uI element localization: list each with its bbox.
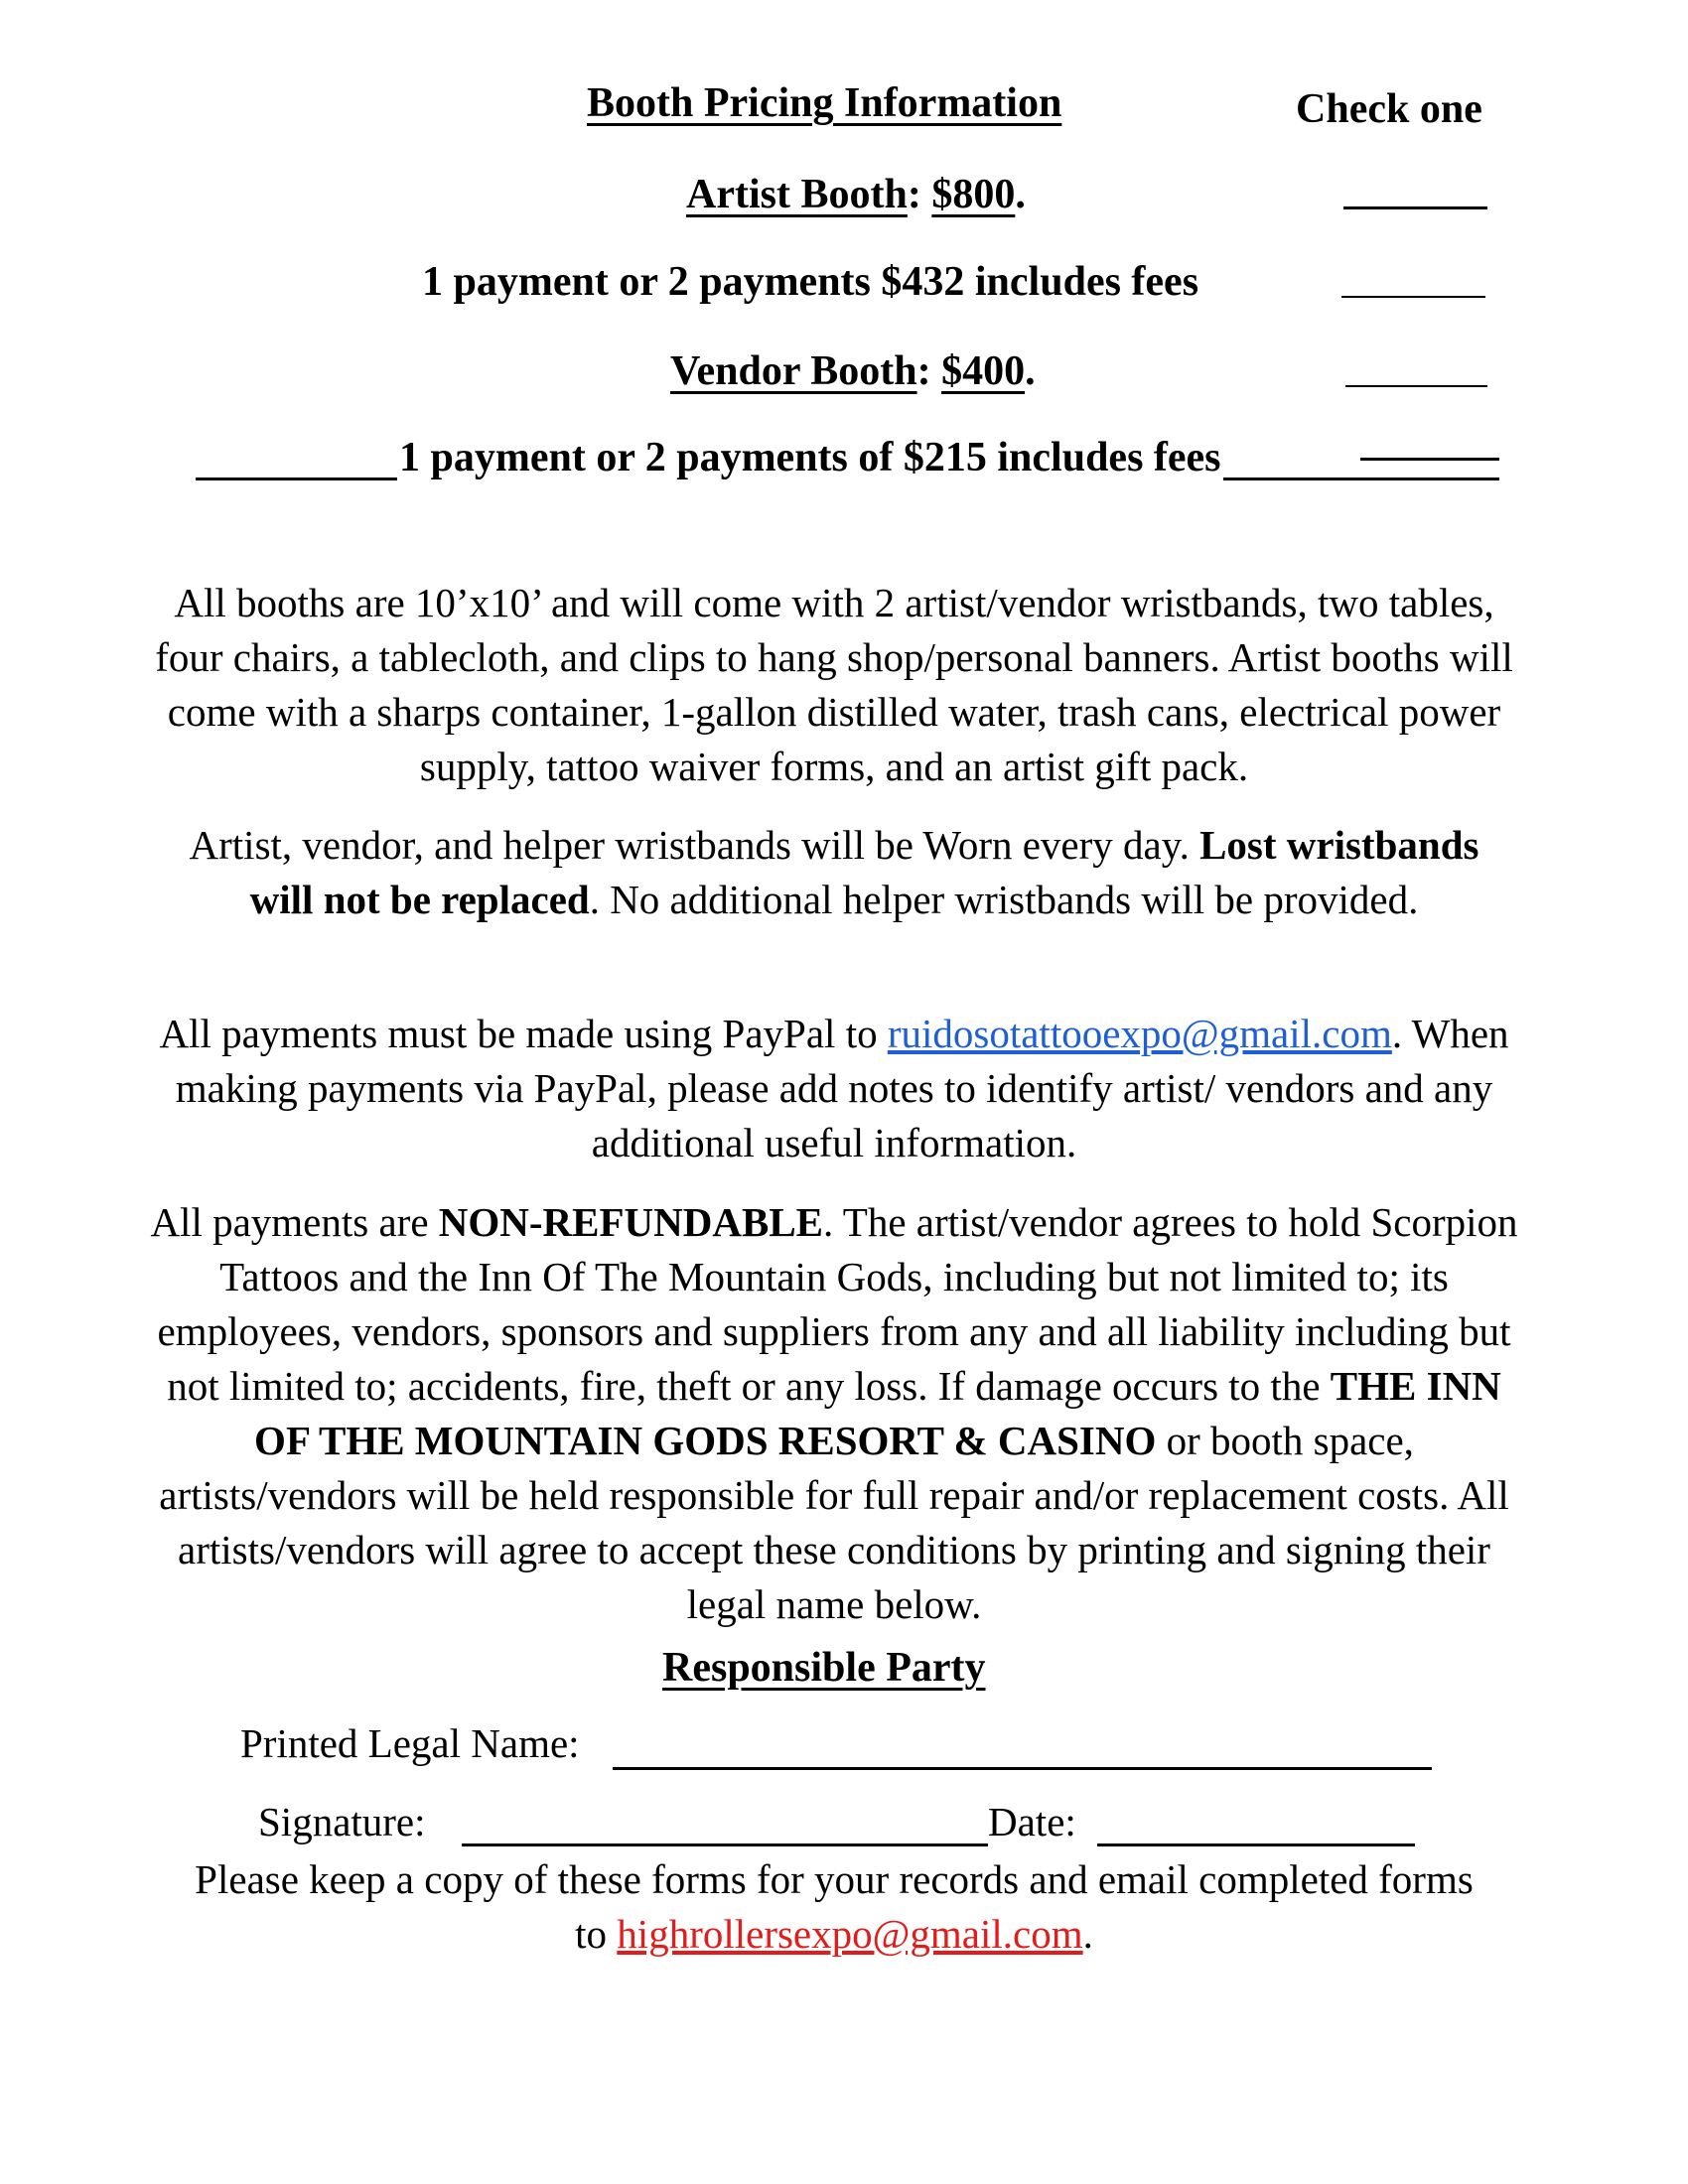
page-title: Booth Pricing Information bbox=[587, 80, 1062, 126]
vendor-installments-text: 1 payment or 2 payments of $215 includes fees bbox=[399, 435, 1221, 480]
vendor-booth-price: $400 bbox=[941, 348, 1026, 394]
footer-text-a: Please keep a copy of these forms for your records and email completed forms to bbox=[195, 1856, 1474, 1957]
printed-name-label: Printed Legal Name: bbox=[240, 1720, 580, 1766]
paypal-email-link[interactable]: ruidosotattooexpo@gmail.com bbox=[887, 1011, 1392, 1056]
liability-text-b: . The artist/vendor agrees to hold Scorpion Tattoos and the Inn Of The Mountain Gods, including but not limited to; its employees, vendors, sponsors and suppliers from any and all liability including but not limited to; accidents, fire, theft or any loss. If damage occurs to the bbox=[157, 1199, 1518, 1409]
wristband-text-a: Artist, vendor, and helper wristbands will be Worn every day. bbox=[189, 822, 1200, 868]
responsible-party-heading: Responsible Party bbox=[662, 1645, 986, 1691]
signature-label: Signature: bbox=[258, 1799, 426, 1844]
resort-name-text: THE INN OF THE MOUNTAIN GODS RESORT & CASINO bbox=[254, 1363, 1501, 1463]
artist-booth-line bbox=[686, 171, 1026, 218]
vendor-booth-dot: . bbox=[1025, 348, 1036, 394]
liability-paragraph bbox=[149, 1195, 1519, 1632]
signature-field[interactable] bbox=[462, 1843, 988, 1846]
artist-booth-colon: : bbox=[907, 172, 921, 217]
wristband-text-b: . No additional helper wristbands will be provided. bbox=[589, 877, 1419, 922]
footer-note bbox=[189, 1852, 1479, 1962]
printed-name-field[interactable] bbox=[613, 1767, 1432, 1770]
artist-booth-dot: . bbox=[1015, 172, 1026, 217]
artist-installments-check-blank[interactable] bbox=[1341, 296, 1485, 298]
vendor-booth-check-blank[interactable] bbox=[1345, 385, 1487, 387]
artist-booth-price: $800 bbox=[931, 172, 1016, 217]
check-one-label: Check one bbox=[1296, 86, 1482, 132]
date-field[interactable] bbox=[1097, 1843, 1415, 1846]
payment-text-b: . When making payments via PayPal, please add notes to identify artist/ vendors and any additional useful information. bbox=[175, 1011, 1509, 1165]
artist-booth-label: Artist Booth bbox=[686, 172, 908, 217]
submission-email-link[interactable]: highrollersexpo@gmail.com bbox=[617, 1911, 1083, 1957]
wristband-bold-text: Lost wristbands will not be replaced bbox=[249, 822, 1479, 922]
vendor-booth-colon: : bbox=[916, 348, 931, 394]
vendor-booth-label: Vendor Booth bbox=[670, 348, 917, 394]
date-label: Date: bbox=[988, 1799, 1076, 1844]
wristband-paragraph bbox=[179, 818, 1489, 927]
payment-paragraph bbox=[159, 1007, 1509, 1170]
vendor-booth-line bbox=[670, 347, 1036, 395]
payment-text-a: All payments must be made using PayPal to bbox=[159, 1011, 888, 1056]
liability-text-c: or booth space, artists/vendors will be held responsible for full repair and/or replacement costs. All artists/vendors will agree to accept these conditions by printing and signing their legal name below. bbox=[159, 1418, 1509, 1627]
booth-details-paragraph: All booths are 10’x10’ and will come with 2 artist/vendor wristbands, two tables, four chairs, a tablecloth, and clips to hang shop/personal banners. Artist booths will come with a sharps container, 1-gallon distilled water, trash cans, electrical power supply, tattoo waiver forms, and an artist gift pack. bbox=[155, 580, 1513, 789]
artist-booth-check-blank[interactable] bbox=[1343, 206, 1487, 209]
footer-text-b: . bbox=[1082, 1911, 1093, 1957]
non-refundable-text: NON-REFUNDABLE bbox=[438, 1199, 824, 1245]
liability-text-a: All payments are bbox=[150, 1199, 439, 1245]
vendor-installments-check-blank[interactable] bbox=[1360, 458, 1499, 461]
artist-installments-text: 1 payment or 2 payments $432 includes fees bbox=[422, 259, 1199, 305]
